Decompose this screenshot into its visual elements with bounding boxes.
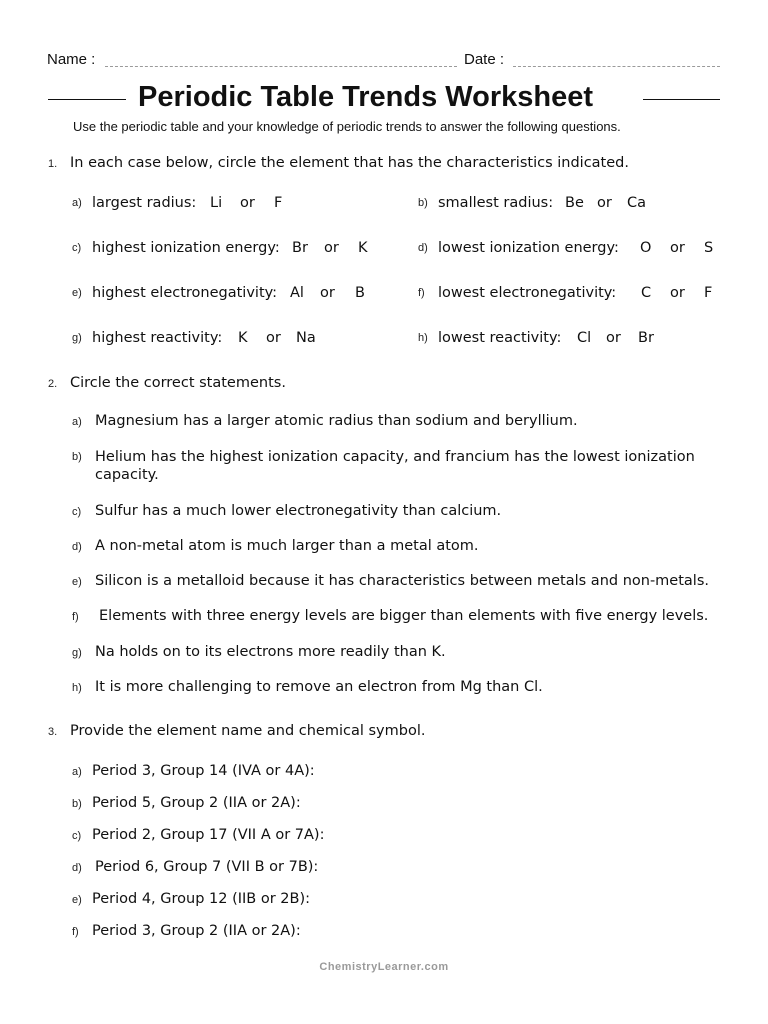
q1c-label: highest ionization energy: [92, 240, 280, 256]
q3c-prompt: Period 2, Group 17 (VII A or 7A): [92, 827, 325, 843]
footer-brand: ChemistryLearner.com [319, 961, 449, 973]
q1b-or: or [597, 195, 612, 211]
q3f-letter: f) [72, 926, 79, 938]
q2g-letter: g) [72, 647, 82, 659]
q1h-label: lowest reactivity: [438, 330, 562, 346]
q2a-letter: a) [72, 416, 82, 428]
q1d-or: or [670, 240, 685, 256]
q3c-letter: c) [72, 830, 82, 842]
q2b-letter: b) [72, 451, 82, 463]
q1a-choice-1[interactable]: Li [210, 195, 223, 211]
q1g-letter: g) [72, 332, 82, 344]
q1a-choice-2[interactable]: F [274, 195, 283, 211]
q1c-choice-2[interactable]: K [358, 240, 368, 256]
page-title: Periodic Table Trends Worksheet [138, 81, 594, 113]
q1b-choice-2[interactable]: Ca [627, 195, 647, 211]
q1g-label: highest reactivity: [92, 330, 223, 346]
q2c-letter: c) [72, 506, 82, 518]
q1g-choice-1[interactable]: K [238, 330, 248, 346]
q2f-letter: f) [72, 611, 79, 623]
q1d-choice-2[interactable]: S [704, 240, 714, 256]
q2g-statement[interactable]: Na holds on to its electrons more readily than K. [95, 644, 446, 660]
date-label: Date : [464, 51, 505, 68]
q1a-or: or [240, 195, 255, 211]
q3f-prompt: Period 3, Group 2 (IIA or 2A): [92, 923, 301, 939]
q2d-letter: d) [72, 541, 82, 553]
q3-number: 3. [48, 726, 58, 738]
q2d-statement[interactable]: A non-metal atom is much larger than a metal atom. [95, 538, 479, 554]
q1f-label: lowest electronegativity: [438, 285, 617, 301]
q1b-label: smallest radius: [438, 195, 554, 211]
q2-number: 2. [48, 378, 58, 390]
q1h-or: or [606, 330, 621, 346]
name-label: Name : [47, 51, 96, 68]
q1-number: 1. [48, 158, 58, 170]
q1d-choice-1[interactable]: O [640, 240, 652, 256]
title-rule-right [643, 99, 720, 100]
q1d-letter: d) [418, 242, 428, 254]
q2f-statement[interactable]: Elements with three energy levels are bigger than elements with five energy levels. [99, 608, 709, 624]
q1h-choice-2[interactable]: Br [638, 330, 654, 346]
q3a-prompt: Period 3, Group 14 (IVA or 4A): [92, 763, 315, 779]
q2e-letter: e) [72, 576, 82, 588]
q1f-choice-1[interactable]: C [641, 285, 652, 301]
title-rule-left [48, 99, 126, 100]
q1h-letter: h) [418, 332, 428, 344]
name-field[interactable] [105, 66, 457, 67]
q3e-prompt: Period 4, Group 12 (IIB or 2B): [92, 891, 311, 907]
q1f-letter: f) [418, 287, 425, 299]
q1g-choice-2[interactable]: Na [296, 330, 316, 346]
q1e-or: or [320, 285, 335, 301]
q1a-letter: a) [72, 197, 82, 209]
q1b-choice-1[interactable]: Be [565, 195, 584, 211]
q2b-statement[interactable]: Helium has the highest ionization capacity, and francium has the lowest ionization [95, 449, 695, 465]
q3b-prompt: Period 5, Group 2 (IIA or 2A): [92, 795, 301, 811]
q3e-letter: e) [72, 894, 82, 906]
q3d-prompt: Period 6, Group 7 (VII B or 7B): [95, 859, 319, 875]
q1e-label: highest electronegativity: [92, 285, 278, 301]
q1e-choice-1[interactable]: Al [290, 285, 304, 301]
q1d-label: lowest ionization energy: [438, 240, 619, 256]
q1f-or: or [670, 285, 685, 301]
q1e-letter: e) [72, 287, 82, 299]
q2a-statement[interactable]: Magnesium has a larger atomic radius than sodium and beryllium. [95, 413, 578, 429]
q2h-letter: h) [72, 682, 82, 694]
page-subtitle: Use the periodic table and your knowledge of periodic trends to answer the following questions. [73, 119, 621, 134]
q3a-letter: a) [72, 766, 82, 778]
q1f-choice-2[interactable]: F [704, 285, 713, 301]
date-field[interactable] [513, 66, 720, 67]
q1c-or: or [324, 240, 339, 256]
q2h-statement[interactable]: It is more challenging to remove an electron from Mg than Cl. [95, 679, 543, 695]
q1g-or: or [266, 330, 281, 346]
q1c-letter: c) [72, 242, 82, 254]
q3b-letter: b) [72, 798, 82, 810]
q1b-letter: b) [418, 197, 428, 209]
q2c-statement[interactable]: Sulfur has a much lower electronegativity than calcium. [95, 503, 502, 519]
q2e-statement[interactable]: Silicon is a metalloid because it has characteristics between metals and non-metals. [95, 573, 709, 589]
q1e-choice-2[interactable]: B [355, 285, 365, 301]
q1h-choice-1[interactable]: Cl [577, 330, 592, 346]
q1-text: In each case below, circle the element that has the characteristics indicated. [70, 155, 629, 171]
q2b-statement-cont[interactable]: capacity. [95, 467, 159, 483]
q2-text: Circle the correct statements. [70, 375, 286, 391]
q3-text: Provide the element name and chemical symbol. [70, 723, 426, 739]
q3d-letter: d) [72, 862, 82, 874]
q1a-label: largest radius: [92, 195, 197, 211]
q1c-choice-1[interactable]: Br [292, 240, 308, 256]
